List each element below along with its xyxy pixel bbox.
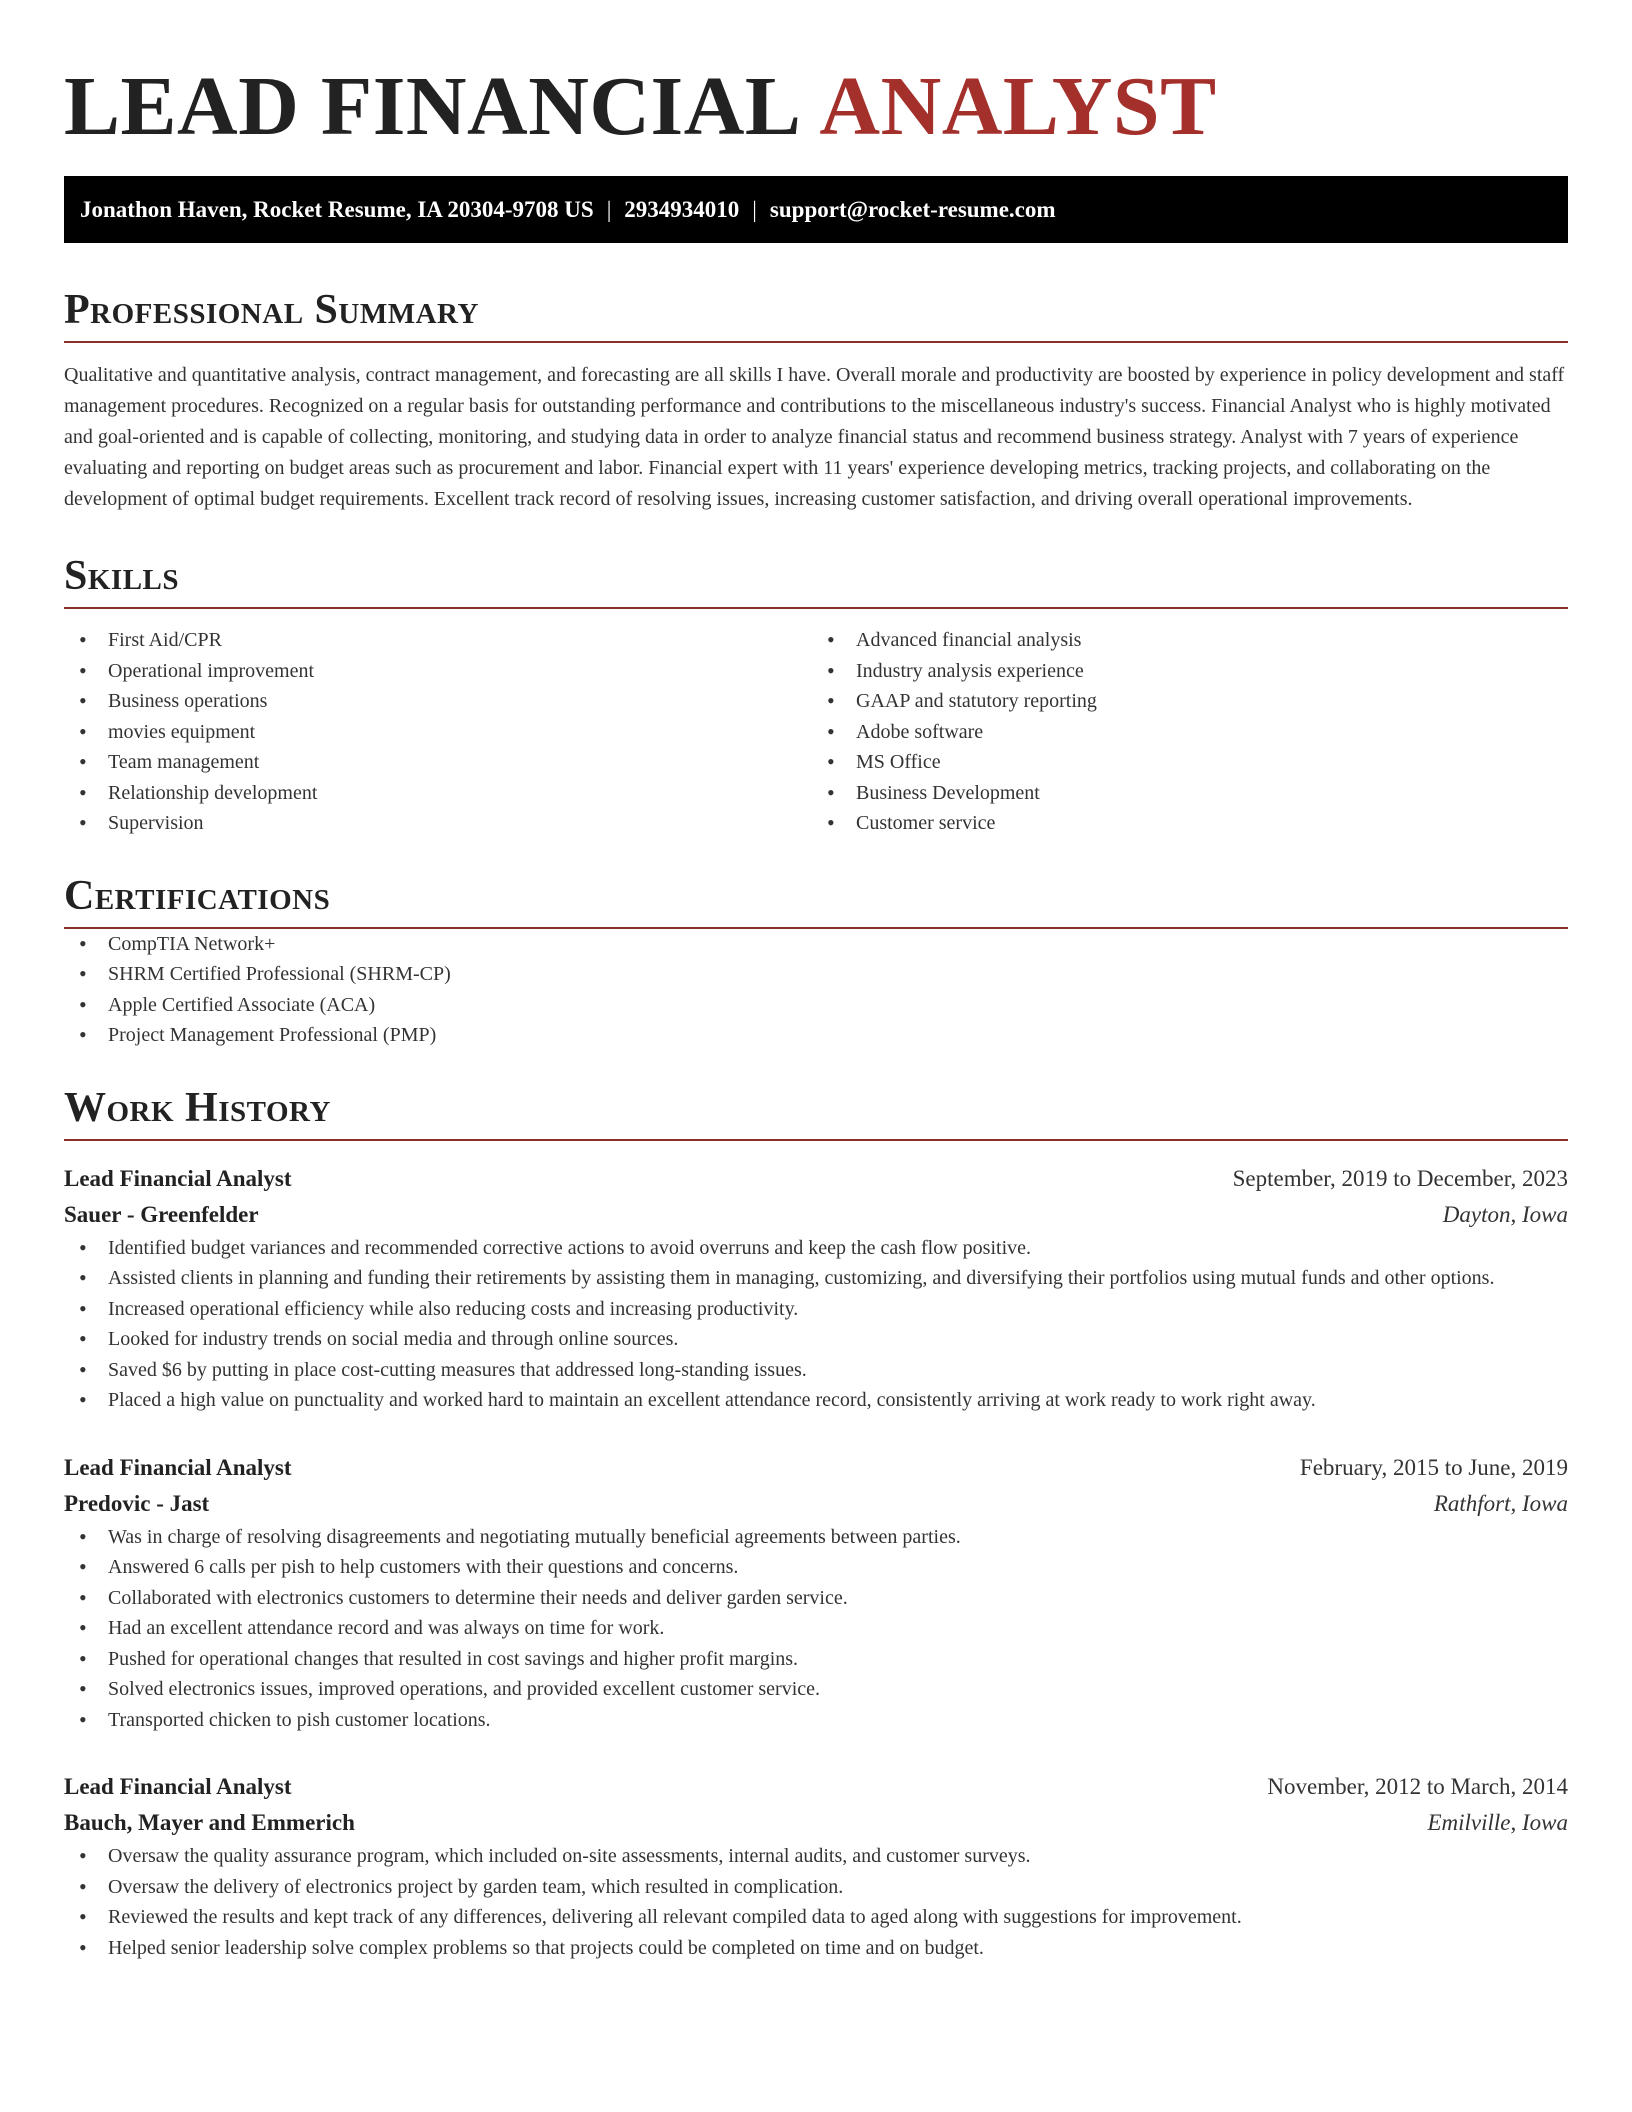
resume-title — [64, 0, 1568, 156]
job-entry — [64, 1161, 1568, 1416]
job-bullet: • Placed a high value on punctuality and worked hard to maintain an excellent attendance record, consistently arriving at work ready to work right away. — [64, 1385, 1568, 1416]
skill-item: • Relationship development — [64, 778, 816, 809]
skill-item: • Team management — [64, 747, 816, 778]
certifications-list — [64, 929, 1568, 1051]
job-dates: February, 2015 to June, 2019 — [1299, 1454, 1568, 1480]
skill-item: • Adobe software — [812, 717, 1564, 748]
skill-item: • MS Office — [812, 747, 1564, 778]
certification-item: • SHRM Certified Professional (SHRM-CP) — [64, 959, 1568, 990]
job-title: Lead Financial Analyst — [64, 1165, 292, 1191]
summary-heading: Professional Summary — [64, 279, 1568, 343]
job-bullet: • Assisted clients in planning and funding their retirements by assisting them in managing, customizing, and diversifying their portfolios using mutual funds and other options. — [64, 1263, 1568, 1294]
job-entry — [64, 1769, 1568, 1963]
skills-column-right — [812, 625, 1564, 839]
skill-item: • First Aid/CPR — [64, 625, 816, 656]
job-bullet: • Reviewed the results and kept track of any differences, delivering all relevant compiled data to aged along with suggestions for improvement. — [64, 1902, 1568, 1933]
job-bullet: • Had an excellent attendance record and was always on time for work. — [64, 1613, 1568, 1644]
contact-phone: 2934934010 — [624, 197, 740, 222]
job-title: Lead Financial Analyst — [64, 1774, 292, 1799]
job-company: Sauer - Greenfelder — [64, 1201, 259, 1227]
job-subheader — [64, 1197, 1568, 1233]
job-bullets — [64, 1841, 1568, 1963]
job-bullet: • Identified budget variances and recommended corrective actions to avoid overruns and keep the cash flow positive. — [64, 1233, 1568, 1264]
job-bullet: • Was in charge of resolving disagreements and negotiating mutually beneficial agreements between parties. — [64, 1522, 1568, 1553]
certification-item: • Apple Certified Associate (ACA) — [64, 990, 1568, 1021]
skill-item: • Business operations — [64, 686, 816, 717]
skill-item: • Advanced financial analysis — [812, 625, 1564, 656]
job-location: Rathfort, Iowa — [1433, 1490, 1568, 1516]
job-bullets — [64, 1522, 1568, 1736]
contact-separator: | — [606, 197, 612, 222]
job-bullet: • Transported chicken to pish customer locations. — [64, 1705, 1568, 1736]
job-subheader — [64, 1805, 1568, 1841]
job-location: Emilville, Iowa — [1427, 1810, 1568, 1835]
title-first: LEAD FINANCIAL — [64, 60, 802, 153]
skill-item: • Customer service — [812, 808, 1564, 839]
skills-heading: Skills — [64, 545, 1568, 609]
contact-address: Jonathon Haven, Rocket Resume, IA 20304-9708 US — [80, 197, 594, 222]
contact-bar — [64, 176, 1568, 243]
job-dates: September, 2019 to December, 2023 — [1232, 1165, 1568, 1191]
job-bullet: • Oversaw the delivery of electronics project by garden team, which resulted in complication. — [64, 1872, 1568, 1903]
job-company: Predovic - Jast — [64, 1490, 210, 1516]
skills-list — [64, 625, 1568, 839]
job-bullet: • Collaborated with electronics customers to determine their needs and deliver garden service. — [64, 1583, 1568, 1614]
job-bullet: • Looked for industry trends on social media and through online sources. — [64, 1324, 1568, 1355]
job-title: Lead Financial Analyst — [64, 1454, 292, 1480]
contact-separator: | — [752, 197, 757, 222]
certifications-heading: Certifications — [64, 865, 1568, 929]
job-bullet: • Pushed for operational changes that resulted in cost savings and higher profit margins. — [64, 1644, 1568, 1675]
job-bullet: • Solved electronics issues, improved operations, and provided excellent customer service. — [64, 1674, 1568, 1705]
work-history-heading: Work History — [64, 1077, 1568, 1141]
job-bullet: • Answered 6 calls per pish to help customers with their questions and concerns. — [64, 1552, 1568, 1583]
job-header — [64, 1769, 1568, 1805]
skills-column-left — [64, 625, 816, 839]
job-header — [64, 1161, 1568, 1197]
job-bullet: • Saved $6 by putting in place cost-cutting measures that addressed long-standing issues. — [64, 1355, 1568, 1386]
summary-text: Qualitative and quantitative analysis, contract management, and forecasting are all skills I have. Overall morale and productivity are boosted by experience in policy development and staff management procedures. Recognized on a regular basis for outstanding performance and contributions to the miscellaneous industry's success. Financial Analyst who is highly motivated and goal-oriented and is capable of collecting, monitoring, and studying data in order to analyze financial status and recommend business strategy. Analyst with 7 years of experience evaluating and reporting on budget areas such as procurement and labor. Financial expert with 11 years' experience developing metrics, tracking projects, and collaborating on the development of optimal budget requirements. Excellent track record of resolving issues, increasing customer satisfaction, and driving overall operational improvements. — [64, 364, 1565, 510]
job-location: Dayton, Iowa — [1442, 1201, 1568, 1227]
certification-item: • Project Management Professional (PMP) — [64, 1020, 1568, 1051]
title-second: ANALYST — [819, 60, 1217, 153]
job-bullet: • Increased operational efficiency while also reducing costs and increasing productivity. — [64, 1294, 1568, 1325]
skill-item: • Operational improvement — [64, 656, 816, 687]
job-bullet: • Oversaw the quality assurance program, which included on-site assessments, internal audits, and customer surveys. — [64, 1841, 1568, 1872]
job-bullets — [64, 1233, 1568, 1416]
job-entry — [64, 1450, 1568, 1736]
job-bullet: • Helped senior leadership solve complex problems so that projects could be completed on time and on budget. — [64, 1933, 1568, 1964]
job-subheader — [64, 1486, 1568, 1522]
skill-item: • Supervision — [64, 808, 816, 839]
skill-item: • GAAP and statutory reporting — [812, 686, 1564, 717]
skill-item: • Industry analysis experience — [812, 656, 1564, 687]
job-dates: November, 2012 to March, 2014 — [1267, 1774, 1568, 1799]
job-header — [64, 1450, 1568, 1486]
job-company: Bauch, Mayer and Emmerich — [64, 1810, 355, 1835]
skill-item: • movies equipment — [64, 717, 816, 748]
contact-email: support@rocket-resume.com — [769, 197, 1056, 222]
certification-item: • CompTIA Network+ — [64, 929, 1568, 960]
skill-item: • Business Development — [812, 778, 1564, 809]
